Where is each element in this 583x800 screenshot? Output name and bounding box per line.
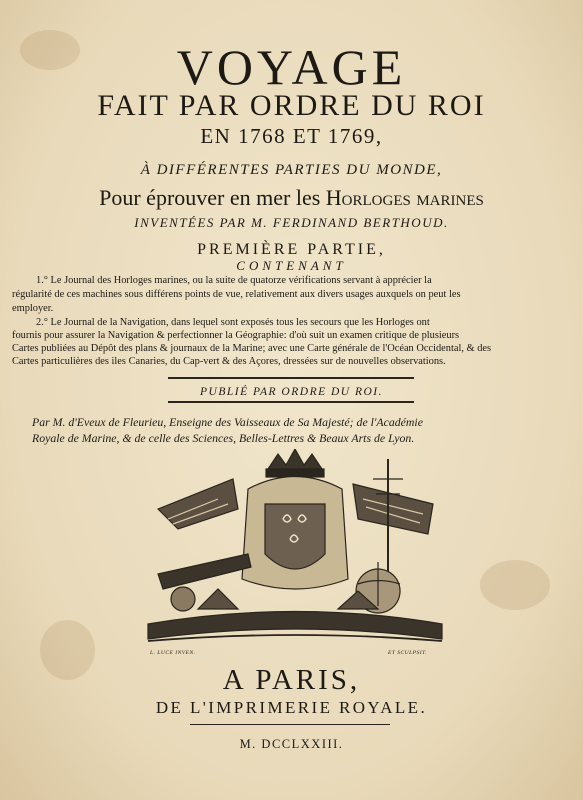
- body-line: Cartes publiées au Dépôt des plans & journaux de la Marine; avec une Carte générale de l'Océan Occidental, & des: [12, 343, 492, 354]
- subtitle-horloges-caps: Horloges marines: [325, 185, 484, 210]
- divider-rule: [168, 377, 414, 379]
- subtitle-horloges: [0, 185, 583, 211]
- imprint-printer: DE L'IMPRIMERIE ROYALE.: [155, 698, 428, 717]
- main-title: VOYAGE: [176, 39, 407, 95]
- flags-right: [353, 484, 433, 534]
- author-line: Royale de Marine, & de celle des Sciences, Belles-Lettres & Beaux Arts de Lyon.: [32, 431, 415, 445]
- imprint-city: A PARIS,: [222, 664, 361, 696]
- subtitle-parts-of-world: À DIFFÉRENTES PARTIES DU MONDE,: [140, 162, 443, 178]
- engraver-right-credit: ET SCULPSIT.: [388, 650, 428, 656]
- cannon-icon: [158, 554, 251, 589]
- body-line: régularité de ces machines sous différens points de vue, relativement aux divers usages auxquels on peut les: [12, 289, 461, 300]
- imprint-year: M. DCCLXXIII.: [239, 737, 344, 751]
- part-heading: PREMIÈRE PARTIE,: [197, 241, 386, 258]
- divider-rule: [190, 724, 390, 725]
- royal-arms-vignette: [138, 449, 452, 675]
- body-line: Cartes particulières des iles Canaries, du Cap-vert & des Açores, dressées sur de nouvelles observations.: [12, 356, 446, 367]
- subtitle-inventor: INVENTÉES PAR M. FERDINAND BERTHOUD.: [134, 215, 449, 230]
- subtitle-fait-par-ordre: FAIT PAR ORDRE DU ROI: [97, 89, 486, 122]
- divider-rule: [168, 401, 414, 403]
- body-line: employer.: [12, 303, 54, 314]
- engraver-left-credit: L. LUCE INVEN.: [150, 650, 196, 656]
- flags-left: [158, 479, 238, 529]
- shield-icon: [265, 504, 325, 569]
- body-line: 1.° Le Journal des Horloges marines, ou la suite de quatorze vérifications servant à apprécier la: [36, 275, 432, 286]
- contenant-heading: CONTENANT: [236, 258, 347, 273]
- body-line: fournis pour assurer la Navigation & perfectionner la Géographie: d'où suit un examen critique de plusieurs: [12, 330, 460, 341]
- crown-icon: [268, 449, 322, 469]
- foxing-stain: [480, 560, 550, 610]
- body-line: 2.° Le Journal de la Navigation, dans lequel sont exposés tous les secours que les Horloges ont: [36, 317, 430, 328]
- published-by-order: PUBLIÉ PAR ORDRE DU ROI.: [199, 386, 384, 398]
- subtitle-years: EN 1768 ET 1769,: [200, 124, 383, 148]
- author-line: Par M. d'Eveux de Fleurieu, Enseigne des Vaisseaux de Sa Majesté; de l'Académie: [32, 415, 423, 429]
- subtitle-horloges-prefix: Pour éprouver en mer les: [99, 185, 326, 210]
